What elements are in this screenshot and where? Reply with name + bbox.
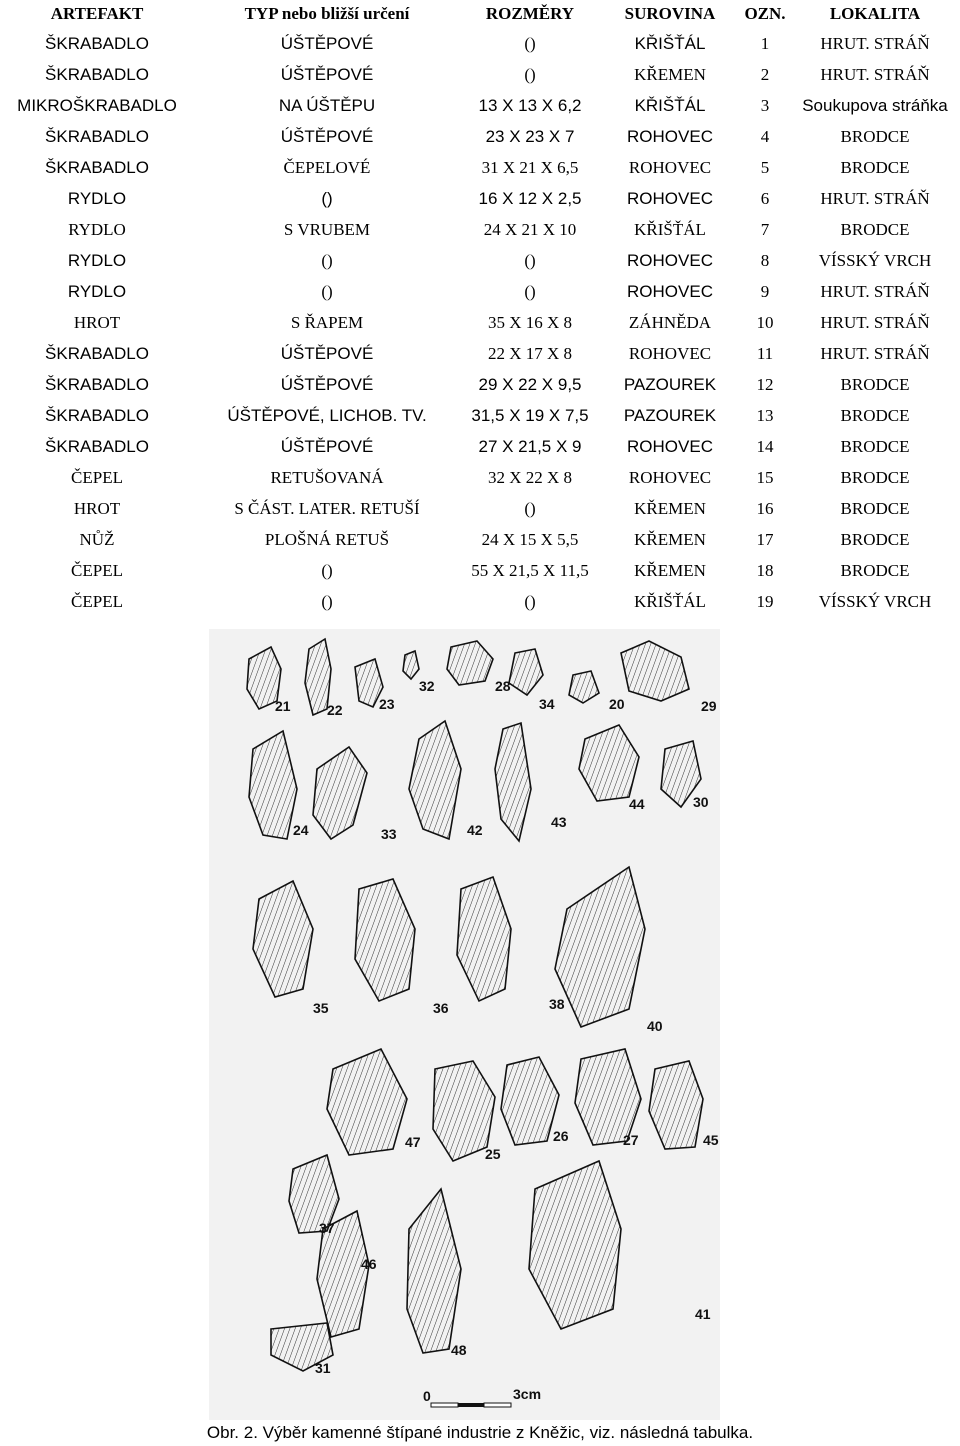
artifact-drawing: [249, 731, 297, 839]
table-row: [0, 400, 960, 431]
cell-rozmery: (): [524, 33, 536, 53]
table-row: [0, 493, 960, 524]
cell-rozmery: 24 X 21 X 10: [483, 219, 577, 239]
cell-artefakt: RYDLO: [67, 250, 127, 270]
cell-ozn: 1: [760, 33, 770, 53]
cell-lokalita: BRODCE: [840, 126, 910, 146]
cell-ozn: 4: [760, 126, 770, 146]
artifact-number-label: 48: [451, 1342, 467, 1358]
table-row: [0, 462, 960, 493]
artifact-drawing: [447, 641, 493, 685]
cell-ozn: 16: [756, 498, 774, 518]
cell-typ: ÚŠTĚPOVÉ: [280, 126, 374, 146]
cell-rozmery: (): [524, 498, 536, 518]
artifact-drawing: [403, 651, 419, 679]
cell-surovina: ROHOVEC: [627, 250, 713, 270]
cell-ozn: 14: [756, 436, 774, 456]
table-row: [0, 555, 960, 586]
cell-typ: (): [321, 560, 333, 580]
artifact-number-label: 24: [293, 822, 309, 838]
cell-artefakt: HROT: [73, 498, 121, 518]
cell-lokalita: VÍSSKÝ VRCH: [818, 250, 932, 270]
artifact-drawing: [313, 747, 367, 839]
cell-typ: NA ÚŠTĚPU: [278, 95, 376, 115]
cell-lokalita: BRODCE: [840, 529, 910, 549]
table-row: [0, 152, 960, 183]
cell-rozmery: 13 X 13 X 6,2: [478, 95, 582, 115]
cell-artefakt: ČEPEL: [71, 560, 123, 580]
artifact-drawing: [509, 649, 543, 695]
cell-artefakt: ČEPEL: [71, 591, 123, 611]
header-rozmery: ROZMĚRY: [485, 4, 575, 23]
table-row: [0, 431, 960, 462]
cell-typ: S ŘAPEM: [290, 312, 364, 332]
cell-lokalita: HRUT. STRÁŇ: [820, 281, 930, 301]
cell-ozn: 17: [756, 529, 774, 549]
cell-typ: (): [321, 250, 333, 270]
artifact-number-label: 46: [361, 1256, 377, 1272]
cell-surovina: KŘIŠŤÁL: [634, 95, 706, 115]
cell-lokalita: BRODCE: [840, 560, 910, 580]
cell-rozmery: 35 X 16 X 8: [487, 312, 573, 332]
cell-surovina: ROHOVEC: [627, 436, 713, 456]
table-row: [0, 307, 960, 338]
header-typ: TYP nebo bližší určení: [244, 4, 410, 23]
artifact-drawing: [407, 1189, 461, 1353]
cell-typ: ÚŠTĚPOVÉ: [280, 436, 374, 456]
table-row: [0, 338, 960, 369]
artifact-number-label: 27: [623, 1132, 639, 1148]
artifact-number-label: 43: [551, 814, 567, 830]
scale-start-label: 0: [423, 1388, 431, 1404]
cell-surovina: ROHOVEC: [627, 126, 713, 146]
cell-rozmery: 16 X 12 X 2,5: [478, 188, 582, 208]
cell-lokalita: BRODCE: [840, 157, 910, 177]
artifact-number-label: 42: [467, 822, 483, 838]
artifact-drawing: [569, 671, 599, 703]
artifact-number-label: 44: [629, 796, 645, 812]
cell-lokalita: BRODCE: [840, 467, 910, 487]
artifact-number-label: 34: [539, 696, 555, 712]
artifact-drawing: [649, 1061, 703, 1149]
artifact-drawing: [621, 641, 689, 701]
artifact-number-label: 31: [315, 1360, 331, 1376]
cell-ozn: 11: [756, 343, 774, 363]
cell-artefakt: ŠKRABADLO: [45, 157, 149, 177]
cell-typ: ČEPELOVÉ: [283, 157, 371, 177]
scale-bar: [423, 1386, 541, 1407]
cell-lokalita: BRODCE: [840, 436, 910, 456]
cell-rozmery: 55 X 21,5 X 11,5: [471, 560, 589, 580]
cell-surovina: KŘIŠŤÁL: [634, 33, 706, 53]
cell-rozmery: 32 X 22 X 8: [487, 467, 573, 487]
artifact-number-label: 23: [379, 696, 395, 712]
artifact-number-label: 37: [319, 1220, 335, 1236]
cell-lokalita: VÍSSKÝ VRCH: [818, 591, 932, 611]
cell-surovina: KŘEMEN: [634, 498, 706, 518]
artifact-number-label: 36: [433, 1000, 449, 1016]
cell-artefakt: MIKROŠKRABADLO: [17, 95, 177, 115]
artifact-drawing: [457, 877, 511, 1001]
artifact-drawings-figure: [209, 629, 720, 1420]
header-ozn: OZN.: [744, 4, 786, 23]
cell-surovina: KŘIŠŤÁL: [634, 591, 706, 611]
header-surovina: SUROVINA: [624, 4, 716, 23]
cell-surovina: PAZOUREK: [623, 374, 717, 394]
cell-surovina: ROHOVEC: [628, 157, 712, 177]
artifact-drawing: [327, 1049, 407, 1155]
cell-ozn: 6: [760, 188, 770, 208]
cell-artefakt: ŠKRABADLO: [45, 405, 149, 425]
cell-ozn: 7: [760, 219, 770, 239]
cell-typ: S ČÁST. LATER. RETUŠÍ: [234, 498, 420, 518]
artifact-table: [0, 0, 960, 617]
cell-surovina: ROHOVEC: [627, 281, 713, 301]
cell-lokalita: Soukupova stráňka: [802, 95, 948, 115]
cell-ozn: 12: [756, 374, 774, 394]
cell-typ: (): [321, 281, 333, 301]
cell-ozn: 5: [760, 157, 770, 177]
cell-lokalita: BRODCE: [840, 374, 910, 394]
cell-surovina: KŘIŠŤÁL: [634, 219, 706, 239]
table-row: [0, 214, 960, 245]
cell-artefakt: ŠKRABADLO: [45, 374, 149, 394]
artifact-number-label: 30: [693, 794, 709, 810]
artifact-drawing: [575, 1049, 641, 1145]
artifact-number-label: 33: [381, 826, 397, 842]
cell-typ: S VRUBEM: [283, 219, 371, 239]
cell-surovina: KŘEMEN: [634, 560, 706, 580]
cell-artefakt: HROT: [73, 312, 121, 332]
cell-ozn: 9: [760, 281, 770, 301]
artifact-drawing: [355, 879, 415, 1001]
cell-typ: ÚŠTĚPOVÉ: [280, 343, 374, 363]
cell-artefakt: ŠKRABADLO: [45, 64, 149, 84]
cell-lokalita: HRUT. STRÁŇ: [820, 343, 930, 363]
cell-artefakt: RYDLO: [68, 219, 126, 239]
cell-typ: ÚŠTĚPOVÉ: [280, 374, 374, 394]
artifact-drawing: [253, 881, 313, 997]
table-header-row: [0, 0, 960, 28]
cell-surovina: ROHOVEC: [628, 343, 712, 363]
cell-lokalita: HRUT. STRÁŇ: [820, 33, 930, 53]
table-row: [0, 183, 960, 214]
cell-rozmery: 23 X 23 X 7: [485, 126, 575, 146]
cell-typ: RETUŠOVANÁ: [270, 467, 384, 487]
table-row: [0, 586, 960, 617]
cell-typ: ÚŠTĚPOVÉ: [280, 33, 374, 53]
cell-ozn: 2: [760, 64, 770, 84]
cell-ozn: 10: [756, 312, 774, 332]
artifact-number-label: 45: [703, 1132, 719, 1148]
artifact-drawings: [209, 629, 720, 1420]
artifact-number-label: 29: [701, 698, 717, 714]
artifact-drawing: [529, 1161, 621, 1329]
cell-ozn: 3: [760, 95, 770, 115]
figure-caption: Obr. 2. Výběr kamenné štípané industrie z Kněžic, viz. následná tabulka.: [206, 1423, 754, 1442]
cell-surovina: ROHOVEC: [628, 467, 712, 487]
cell-rozmery: (): [524, 64, 536, 84]
cell-ozn: 18: [756, 560, 774, 580]
cell-lokalita: BRODCE: [840, 498, 910, 518]
artifact-number-label: 40: [647, 1018, 663, 1034]
cell-artefakt: ČEPEL: [71, 467, 123, 487]
artifact-drawing: [555, 867, 645, 1027]
cell-typ: PLOŠNÁ RETUŠ: [264, 529, 390, 549]
artifact-drawing: [579, 725, 639, 801]
artifact-drawing: [501, 1057, 559, 1145]
artifact-drawing: [409, 721, 461, 839]
artifact-number-label: 22: [327, 702, 343, 718]
scale-end-label: 3cm: [513, 1386, 542, 1402]
table-row: [0, 90, 960, 121]
cell-lokalita: BRODCE: [840, 219, 910, 239]
artifact-number-label: 32: [419, 678, 435, 694]
cell-rozmery: 31,5 X 19 X 7,5: [471, 405, 589, 425]
cell-rozmery: (): [524, 591, 536, 611]
cell-typ: (): [321, 188, 333, 208]
artifact-drawing: [495, 723, 531, 841]
cell-rozmery: 31 X 21 X 6,5: [481, 157, 579, 177]
table-row: [0, 28, 960, 59]
cell-rozmery: (): [524, 281, 536, 301]
cell-artefakt: RYDLO: [67, 188, 127, 208]
cell-surovina: KŘEMEN: [634, 529, 706, 549]
cell-ozn: 15: [756, 467, 774, 487]
artifact-number-label: 21: [275, 698, 291, 714]
header-artefakt: ARTEFAKT: [50, 4, 144, 23]
artifact-number-label: 35: [313, 1000, 329, 1016]
cell-ozn: 13: [756, 405, 774, 425]
cell-rozmery: 22 X 17 X 8: [487, 343, 573, 363]
cell-lokalita: HRUT. STRÁŇ: [820, 188, 930, 208]
cell-surovina: KŘEMEN: [634, 64, 706, 84]
cell-rozmery: (): [524, 250, 536, 270]
table-body: [0, 28, 960, 617]
cell-artefakt: ŠKRABADLO: [45, 436, 149, 456]
cell-ozn: 8: [760, 250, 770, 270]
cell-artefakt: ŠKRABADLO: [45, 33, 149, 53]
cell-lokalita: BRODCE: [840, 405, 910, 425]
cell-rozmery: 27 X 21,5 X 9: [478, 436, 582, 456]
artifact-number-label: 20: [609, 696, 625, 712]
artifact-number-label: 38: [549, 996, 565, 1012]
artifact-number-label: 25: [485, 1146, 501, 1162]
table-row: [0, 524, 960, 555]
cell-rozmery: 24 X 15 X 5,5: [481, 529, 579, 549]
cell-surovina: ROHOVEC: [627, 188, 713, 208]
table-row: [0, 276, 960, 307]
cell-typ: ÚŠTĚPOVÉ, LICHOB. TV.: [227, 405, 427, 425]
artifact-number-label: 26: [553, 1128, 569, 1144]
table-row: [0, 245, 960, 276]
cell-lokalita: HRUT. STRÁŇ: [820, 64, 930, 84]
cell-artefakt: NŮŽ: [79, 529, 115, 549]
table-row: [0, 59, 960, 90]
artifact-number-label: 28: [495, 678, 511, 694]
cell-artefakt: ŠKRABADLO: [45, 126, 149, 146]
header-lokalita: LOKALITA: [829, 4, 921, 23]
artifact-number-label: 47: [405, 1134, 421, 1150]
cell-surovina: ZÁHNĚDA: [628, 312, 712, 332]
cell-artefakt: ŠKRABADLO: [45, 343, 149, 363]
artifact-number-label: 41: [695, 1306, 711, 1322]
table-row: [0, 369, 960, 400]
cell-typ: ÚŠTĚPOVÉ: [280, 64, 374, 84]
table-row: [0, 121, 960, 152]
cell-typ: (): [321, 591, 333, 611]
cell-lokalita: HRUT. STRÁŇ: [820, 312, 930, 332]
cell-rozmery: 29 X 22 X 9,5: [478, 374, 582, 394]
cell-surovina: PAZOUREK: [623, 405, 717, 425]
cell-ozn: 19: [756, 591, 774, 611]
cell-artefakt: RYDLO: [67, 281, 127, 301]
